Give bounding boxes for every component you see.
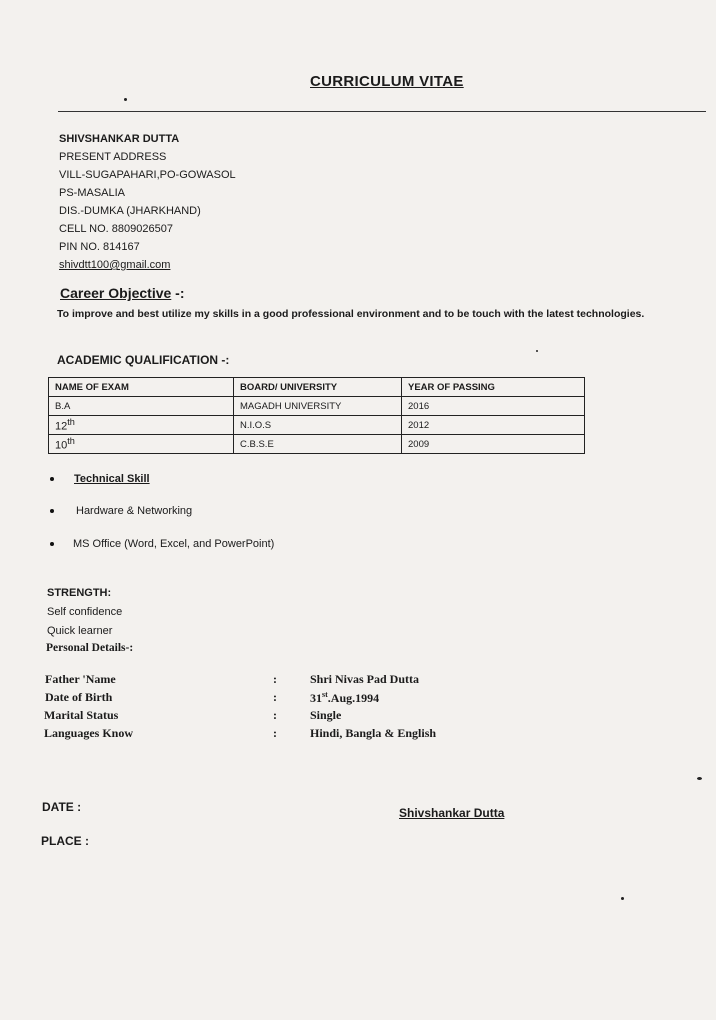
dob-suffix: st [322, 690, 328, 699]
career-objective-text: To improve and best utilize my skills in a good professional environment and to be touch with the latest technologies. [57, 308, 645, 320]
exam-cell [49, 435, 234, 454]
bullet-icon [50, 477, 54, 481]
ink-speck [124, 98, 127, 101]
board-cell: C.B.S.E [234, 435, 402, 454]
career-objective-heading [60, 285, 185, 301]
strength-item: Quick learner [47, 625, 113, 637]
bullet-icon [50, 542, 54, 546]
dob-day: 31 [310, 691, 322, 705]
candidate-name: SHIVSHANKAR DUTTA [59, 133, 180, 145]
detail-label: Marital Status [44, 708, 119, 722]
detail-value: Hindi, Bangla & English [310, 726, 437, 740]
detail-value [310, 690, 379, 706]
date-label: DATE : [42, 800, 82, 814]
table-row [49, 416, 585, 435]
skills-heading: Technical Skill [74, 473, 150, 485]
exam-cell [49, 397, 234, 416]
career-objective-suffix: -: [171, 285, 185, 301]
detail-colon: : [273, 690, 277, 704]
detail-colon: : [273, 726, 277, 740]
exam-name: 10 [55, 439, 68, 452]
detail-label: Languages Know [44, 726, 134, 740]
skill-item: MS Office (Word, Excel, and PowerPoint) [73, 538, 275, 550]
column-header: NAME OF EXAM [49, 378, 234, 397]
table-row [49, 397, 585, 416]
exam-suffix: th [67, 417, 75, 428]
address-line: VILL-SUGAPAHARI,PO-GOWASOL [59, 169, 236, 181]
detail-colon: : [273, 672, 277, 686]
year-cell: 2009 [402, 435, 585, 454]
address-line: DIS.-DUMKA (JHARKHAND) [59, 205, 201, 217]
ink-speck [621, 897, 624, 900]
academic-heading: ACADEMIC QUALIFICATION -: [57, 353, 230, 367]
exam-cell [49, 416, 234, 435]
dob-rest: .Aug.1994 [327, 691, 380, 705]
personal-details-heading: Personal Details-: [46, 642, 134, 654]
table-header-row [49, 378, 585, 397]
detail-label: Father 'Name [45, 672, 116, 686]
email-address: shivdtt100@gmail.com [59, 259, 171, 271]
detail-colon: : [273, 708, 277, 722]
academic-table [48, 377, 585, 454]
present-address-label: PRESENT ADDRESS [59, 151, 167, 163]
board-cell: MAGADH UNIVERSITY [234, 397, 402, 416]
column-header: YEAR OF PASSING [402, 378, 585, 397]
board-cell: N.I.O.S [234, 416, 402, 435]
year-cell: 2016 [402, 397, 585, 416]
detail-label: Date of Birth [45, 690, 113, 704]
exam-name: 12 [55, 420, 68, 433]
cell-number: CELL NO. 8809026507 [59, 223, 173, 235]
place-label: PLACE : [41, 834, 89, 848]
detail-value: Shri Nivas Pad Dutta [310, 672, 420, 686]
year-cell: 2012 [402, 416, 585, 435]
exam-name: B.A [55, 400, 71, 412]
ink-speck [536, 350, 538, 352]
pin-number: PIN NO. 814167 [59, 241, 140, 253]
exam-suffix: th [67, 436, 75, 447]
document-title: CURRICULUM VITAE [310, 73, 464, 90]
title-divider [58, 111, 706, 112]
bullet-icon [50, 509, 54, 513]
strength-block [47, 584, 122, 641]
column-header: BOARD/ UNIVERSITY [234, 378, 402, 397]
ink-speck [697, 777, 702, 780]
strength-heading: STRENGTH: [47, 587, 112, 599]
signature: Shivshankar Dutta [399, 806, 505, 820]
detail-value: Single [310, 708, 342, 722]
skill-item: Hardware & Networking [76, 505, 193, 517]
contact-block [59, 130, 236, 274]
table-row [49, 435, 585, 454]
career-objective-title: Career Objective [60, 285, 172, 301]
address-line: PS-MASALIA [59, 187, 126, 199]
strength-item: Self confidence [47, 606, 123, 618]
